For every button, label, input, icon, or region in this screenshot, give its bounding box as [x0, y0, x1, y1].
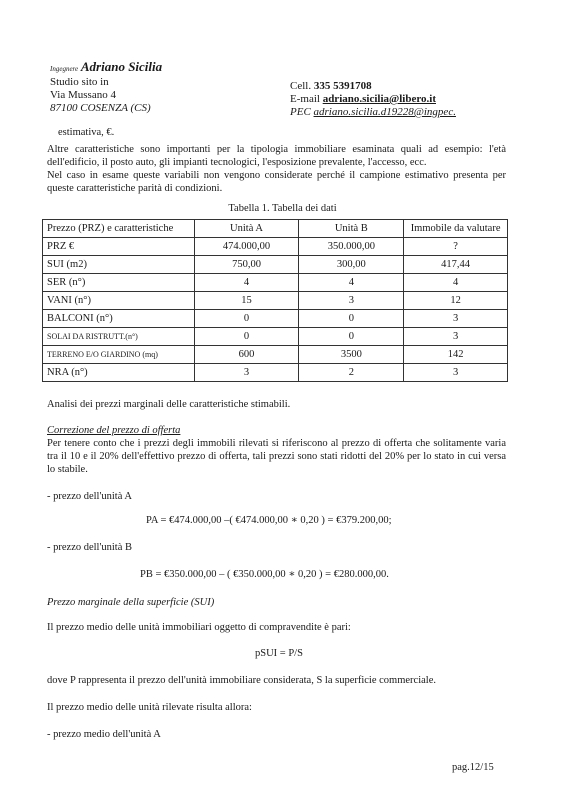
pec-label: PEC	[290, 106, 311, 118]
table-row	[43, 292, 508, 310]
formula-price-b: PB = €350.000,00 – ( €350.000,00 ∗ 0,20 ) = €280.000,00.	[140, 569, 389, 580]
cell-label: Cell.	[290, 80, 312, 92]
cell-unit-a: 0	[194, 328, 299, 346]
cell-unit-a: 600	[194, 346, 299, 364]
cell-unit-b: 3500	[299, 346, 404, 364]
email-label: E-mail	[290, 93, 320, 105]
row-label: SOLAI DA RISTRUTT.(n°)	[43, 328, 195, 346]
engineer-title: Ingegnere	[50, 65, 79, 73]
cell-unit-b: 3	[299, 292, 404, 310]
data-table	[42, 219, 508, 382]
table-row	[43, 346, 508, 364]
cell-unit-a: 750,00	[194, 256, 299, 274]
row-label: SER (n°)	[43, 274, 195, 292]
studio-city: 87100 COSENZA (CS)	[50, 102, 151, 114]
cell-subject: ?	[404, 238, 508, 256]
estimativa-text: estimativa, €.	[58, 127, 115, 138]
table-header-row	[43, 220, 508, 238]
cell-unit-b: 350.000,00	[299, 238, 404, 256]
table-row	[43, 310, 508, 328]
engineer-name: Adriano Sicilia	[80, 59, 163, 74]
table-row	[43, 328, 508, 346]
pec-line	[290, 106, 456, 119]
cell-unit-b: 300,00	[299, 256, 404, 274]
cell-subject: 3	[404, 310, 508, 328]
engineer-name-line	[50, 60, 162, 76]
cell-unit-b: 4	[299, 274, 404, 292]
cell-unit-a: 0	[194, 310, 299, 328]
cell-unit-a: 474.000,00	[194, 238, 299, 256]
email-line	[290, 93, 456, 106]
cell-unit-b: 0	[299, 310, 404, 328]
header-cell: Unità A	[194, 220, 299, 238]
table-caption: Tabella 1. Tabella dei dati	[228, 203, 337, 214]
cell-subject: 12	[404, 292, 508, 310]
correzione-paragraph: Per tenere conto che i prezzi degli immobili rilevati si riferiscono al prezzo di offerta che solitamente varia tra il 10 e il 20% dell'effettivo prezzo di offerta, tali prezzi sono stati ridotti del 20% per lo stato in cui versa lo stabile.	[47, 438, 506, 475]
page-number: pag.12/15	[452, 762, 494, 773]
cell-subject: 417,44	[404, 256, 508, 274]
cell-unit-b: 2	[299, 364, 404, 382]
pec-value: adriano.sicilia.d19228@ingpec.	[313, 106, 456, 118]
cell-line	[290, 80, 456, 93]
studio-label: Studio sito in	[50, 76, 109, 88]
table-row	[43, 256, 508, 274]
formula-price-a: PA = €474.000,00 –( €474.000,00 ∗ 0,20 ) = €379.200,00;	[146, 515, 392, 526]
table-row	[43, 364, 508, 382]
letterhead-right	[290, 80, 456, 119]
row-label: SUI (m2)	[43, 256, 195, 274]
row-label: PRZ €	[43, 238, 195, 256]
table-row	[43, 274, 508, 292]
cell-unit-a: 4	[194, 274, 299, 292]
letterhead-left	[50, 60, 162, 115]
header-cell: Prezzo (PRZ) e caratteristiche	[43, 220, 195, 238]
cell-subject: 4	[404, 274, 508, 292]
cell-unit-a: 15	[194, 292, 299, 310]
analisi-text: Analisi dei prezzi marginali delle caratteristiche stimabili.	[47, 399, 291, 410]
cell-subject: 142	[404, 346, 508, 364]
header-cell: Unità B	[299, 220, 404, 238]
cell-unit-b: 0	[299, 328, 404, 346]
table-row	[43, 238, 508, 256]
header-cell: Immobile da valutare	[404, 220, 508, 238]
row-label: VANI (n°)	[43, 292, 195, 310]
cell-subject: 3	[404, 328, 508, 346]
row-label: TERRENO E/O GIARDINO (mq)	[43, 346, 195, 364]
email-value: adriano.sicilia@libero.it	[322, 93, 436, 105]
formula-sui: pSUI = P/S	[255, 648, 303, 659]
row-label: NRA (n°)	[43, 364, 195, 382]
cell-unit-a: 3	[194, 364, 299, 382]
rilevate-paragraph: Il prezzo medio delle unità rilevate risulta allora:	[47, 702, 252, 713]
intro-paragraph: Altre caratteristiche sono importanti per la tipologia immobiliare esaminata quali ad esempio: l'età dell'edificio, il posto auto, gli impianti tecnologici, l'esposizione prevalente, l'accesso, ecc.	[47, 144, 506, 168]
superficie-paragraph: Il prezzo medio delle unità immobiliari oggetto di compravendite è pari:	[47, 622, 351, 633]
section-title-superficie: Prezzo marginale della superficie (SUI)	[47, 597, 215, 608]
prezzo-a-label: - prezzo dell'unità A	[47, 491, 132, 502]
intro-paragraph-2: Nel caso in esame queste variabili non vengono considerate perché il campione estimativo presenta per queste caratteristiche parità di condizioni.	[47, 170, 506, 194]
prezzo-b-label: - prezzo dell'unità B	[47, 542, 132, 553]
dove-paragraph: dove P rappresenta il prezzo dell'unità immobiliare considerata, S la superficie commerciale.	[47, 675, 436, 686]
section-title-correzione: Correzione del prezzo di offerta	[47, 425, 181, 436]
cell-value: 335 5391708	[313, 80, 372, 92]
studio-address: Via Mussano 4	[50, 89, 116, 101]
row-label: BALCONI (n°)	[43, 310, 195, 328]
cell-subject: 3	[404, 364, 508, 382]
prezzo-medio-a-label: - prezzo medio dell'unità A	[47, 729, 161, 740]
